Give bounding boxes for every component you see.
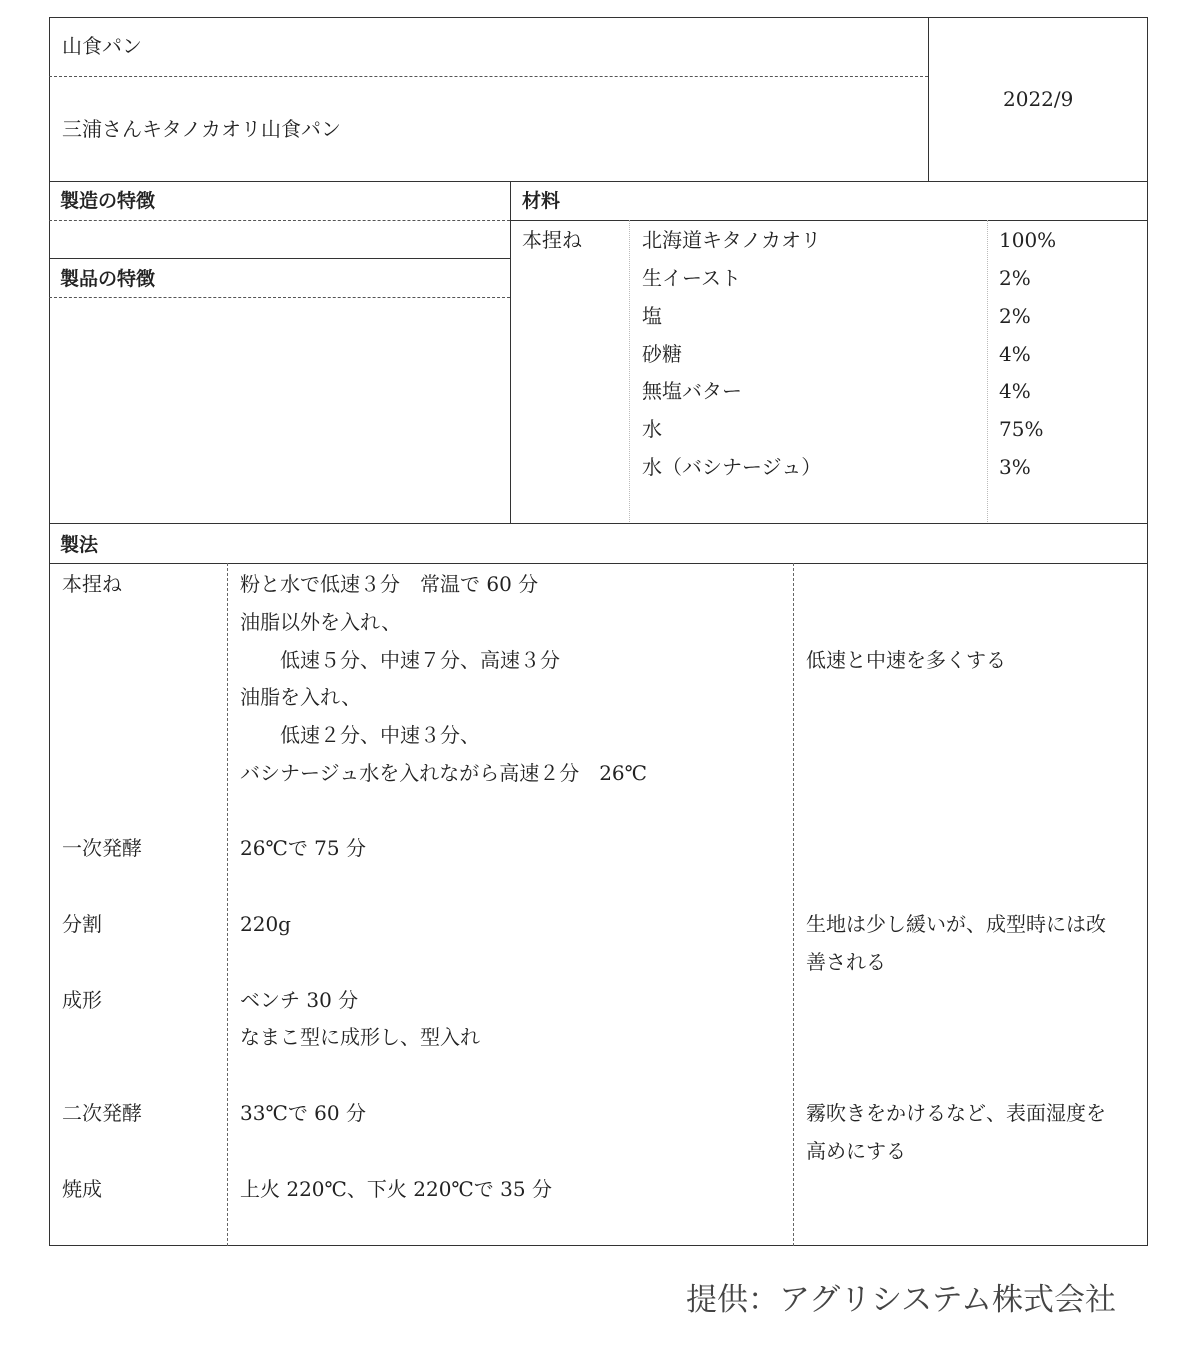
method-col-divider-2 xyxy=(793,563,794,1246)
product-features-heading: 製品の特徴 xyxy=(60,268,156,290)
ingredient-name: 北海道キタノカオリ xyxy=(642,228,821,252)
method-note: 低速と中速を多くする xyxy=(806,648,1006,672)
method-step-line: ベンチ 30 分 xyxy=(240,988,359,1012)
materials-heading: 材料 xyxy=(522,190,561,212)
method-step-line: 上火 220℃、下火 220℃で 35 分 xyxy=(240,1177,552,1201)
ingredient-name: 砂糖 xyxy=(642,342,682,366)
method-step-line: 低速２分、中速３分、 xyxy=(240,723,480,747)
method-step-label: 一次発酵 xyxy=(62,836,142,860)
method-step-label: 本捏ね xyxy=(62,572,122,596)
bread-category: 山食パン xyxy=(62,34,142,58)
ingredient-name: 水 xyxy=(642,417,662,441)
ingredient-ratio: 3% xyxy=(999,455,1031,479)
ingredient-ratio: 4% xyxy=(999,379,1031,403)
method-step-line: なまこ型に成形し、型入れ xyxy=(240,1025,480,1049)
method-note: 高めにする xyxy=(806,1139,906,1163)
method-step-line: 粉と水で低速３分 常温で 60 分 xyxy=(240,572,539,596)
product-features-top-line xyxy=(49,258,510,259)
method-step-line: 33℃で 60 分 xyxy=(240,1101,366,1125)
ingredient-name: 水（バシナージュ） xyxy=(642,455,822,479)
method-note: 生地は少し緩いが、成型時には改 xyxy=(806,912,1106,936)
method-header-line xyxy=(49,563,1148,564)
header-bottom-line xyxy=(49,181,1148,182)
method-col-divider-1 xyxy=(227,563,228,1246)
table-top-border xyxy=(49,17,1148,18)
method-top-line xyxy=(49,523,1148,524)
ingredient-ratio: 4% xyxy=(999,342,1031,366)
credit-footer: 提供：アグリシステム株式会社 xyxy=(686,1282,1116,1318)
table-right-border xyxy=(1147,17,1148,1246)
recipe-date: 2022/9 xyxy=(1003,87,1074,111)
materials-stage-label: 本捏ね xyxy=(522,228,582,252)
ingredient-name: 生イースト xyxy=(642,266,741,290)
method-step-line: 220g xyxy=(240,912,291,936)
features-materials-divider xyxy=(510,181,511,524)
method-step-line: 油脂以外を入れ、 xyxy=(240,610,402,634)
method-step-line: バシナージュ水を入れながら高速２分 26℃ xyxy=(240,761,648,785)
ingredient-ratio: 75% xyxy=(999,417,1044,441)
product-features-dash xyxy=(49,297,510,298)
table-left-border xyxy=(49,17,50,1246)
materials-col-divider-2 xyxy=(987,220,988,524)
manufacturing-features-heading: 製造の特徴 xyxy=(60,190,156,212)
ingredient-name: 無塩バター xyxy=(642,379,742,403)
method-heading: 製法 xyxy=(60,534,99,556)
materials-col-divider-1 xyxy=(629,220,630,524)
method-step-line: 26℃で 75 分 xyxy=(240,836,366,860)
method-note: 霧吹きをかけるなど、表面湿度を xyxy=(806,1101,1106,1125)
method-step-label: 分割 xyxy=(62,912,102,936)
method-step-line: 油脂を入れ、 xyxy=(240,685,362,709)
header-dash-divider xyxy=(49,76,928,77)
header-date-divider xyxy=(928,17,929,182)
table-bottom-border xyxy=(49,1245,1148,1246)
ingredient-ratio: 2% xyxy=(999,304,1031,328)
materials-header-line xyxy=(510,220,1148,221)
ingredient-name: 塩 xyxy=(642,304,662,328)
method-step-label: 成形 xyxy=(62,988,102,1012)
method-note: 善される xyxy=(806,950,886,974)
method-step-label: 二次発酵 xyxy=(62,1101,142,1125)
method-step-line: 低速５分、中速７分、高速３分 xyxy=(240,648,560,672)
ingredient-ratio: 100% xyxy=(999,228,1057,252)
method-step-label: 焼成 xyxy=(62,1177,102,1201)
manufacturing-features-dash xyxy=(49,220,510,221)
ingredient-ratio: 2% xyxy=(999,266,1031,290)
product-name: 三浦さんキタノカオリ山食パン xyxy=(62,117,341,141)
